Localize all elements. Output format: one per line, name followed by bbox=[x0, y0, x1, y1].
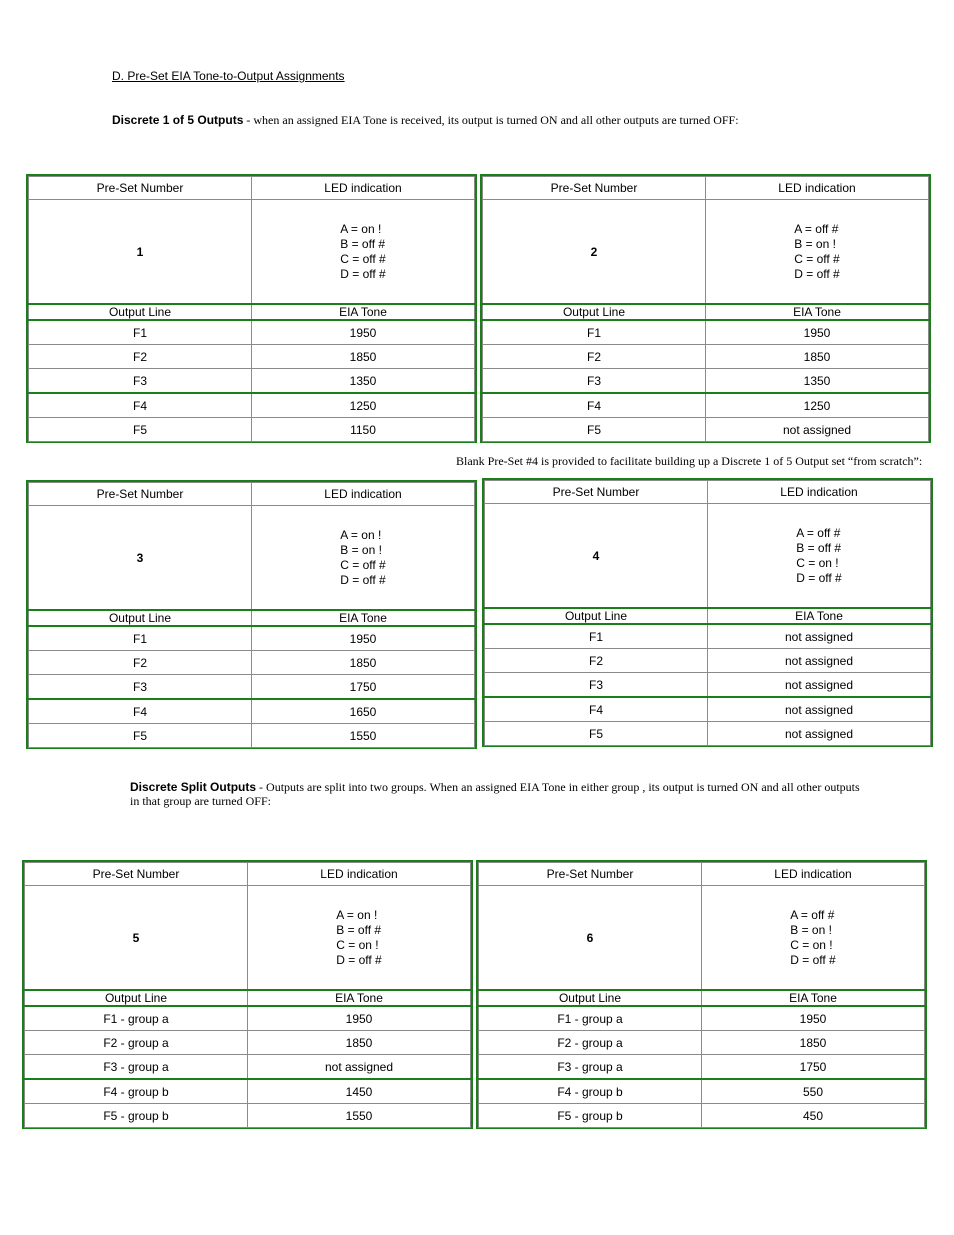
eia-tone: 1350 bbox=[252, 369, 475, 394]
led-indication-header: LED indication bbox=[708, 481, 931, 504]
led-indication bbox=[252, 200, 475, 305]
output-line: F5 bbox=[29, 724, 252, 748]
output-line: F2 bbox=[29, 345, 252, 369]
led-list bbox=[340, 528, 385, 588]
led-indication-header: LED indication bbox=[248, 863, 471, 886]
preset-number: 1 bbox=[29, 200, 252, 305]
preset-number-header: Pre-Set Number bbox=[25, 863, 248, 886]
preset-table bbox=[28, 176, 475, 442]
led-item: B = off # bbox=[336, 922, 382, 937]
table-row bbox=[25, 1055, 471, 1080]
output-line: F3 bbox=[483, 369, 706, 394]
eia-tone: 1850 bbox=[706, 345, 929, 369]
led-list bbox=[790, 908, 835, 968]
output-line: F1 bbox=[29, 626, 252, 651]
table-row bbox=[29, 626, 475, 651]
eia-tone: not assigned bbox=[708, 673, 931, 698]
output-line: F5 bbox=[29, 418, 252, 442]
preset-number-header: Pre-Set Number bbox=[485, 481, 708, 504]
blank-preset-note: Blank Pre-Set #4 is provided to facilitate building up a Discrete 1 of 5 Output set “from scratch”: bbox=[456, 454, 923, 468]
eia-tone: 1850 bbox=[252, 345, 475, 369]
output-line-header: Output Line bbox=[25, 990, 248, 1006]
led-indication bbox=[706, 200, 929, 305]
output-line-header: Output Line bbox=[485, 608, 708, 624]
output-line: F5 - group b bbox=[479, 1104, 702, 1128]
output-line: F3 bbox=[485, 673, 708, 698]
eia-tone: 1850 bbox=[702, 1031, 925, 1055]
table-row bbox=[25, 1104, 471, 1128]
led-indication-header: LED indication bbox=[252, 483, 475, 506]
led-indication-header: LED indication bbox=[252, 177, 475, 200]
led-item: C = on ! bbox=[336, 937, 379, 952]
output-line: F3 bbox=[29, 369, 252, 394]
table-row bbox=[485, 697, 931, 722]
led-item: B = on ! bbox=[790, 922, 832, 937]
preset-number-header: Pre-Set Number bbox=[483, 177, 706, 200]
led-item: B = off # bbox=[340, 236, 386, 251]
led-item: B = off # bbox=[796, 540, 842, 555]
eia-tone: not assigned bbox=[708, 697, 931, 722]
eia-tone-header: EIA Tone bbox=[252, 610, 475, 626]
led-item: D = off # bbox=[336, 952, 382, 967]
led-item: C = on ! bbox=[796, 555, 839, 570]
eia-tone: 1350 bbox=[706, 369, 929, 394]
table-row bbox=[485, 673, 931, 698]
led-indication bbox=[708, 504, 931, 609]
eia-tone: 1650 bbox=[252, 699, 475, 724]
eia-tone-header: EIA Tone bbox=[706, 304, 929, 320]
led-item: A = on ! bbox=[336, 907, 378, 922]
output-line: F1 bbox=[485, 624, 708, 649]
led-item: D = off # bbox=[796, 570, 842, 585]
preset-number: 6 bbox=[479, 886, 702, 991]
eia-tone: 1450 bbox=[248, 1079, 471, 1104]
preset-table bbox=[28, 482, 475, 748]
led-list bbox=[796, 526, 841, 586]
led-indication bbox=[248, 886, 471, 991]
table-row bbox=[29, 724, 475, 748]
eia-tone: 1550 bbox=[248, 1104, 471, 1128]
section-heading: D. Pre-Set EIA Tone-to-Output Assignments bbox=[112, 69, 345, 83]
led-indication bbox=[252, 506, 475, 611]
discrete-title: Discrete 1 of 5 Outputs bbox=[112, 113, 244, 127]
output-line: F1 - group a bbox=[479, 1006, 702, 1031]
preset-table-4 bbox=[482, 478, 933, 747]
eia-tone: 550 bbox=[702, 1079, 925, 1104]
eia-tone: 1250 bbox=[706, 393, 929, 418]
led-list bbox=[340, 222, 385, 282]
output-line-header: Output Line bbox=[479, 990, 702, 1006]
table-row bbox=[485, 624, 931, 649]
eia-tone: 1950 bbox=[252, 626, 475, 651]
led-item: A = off # bbox=[794, 221, 839, 236]
led-item: B = on ! bbox=[794, 236, 836, 251]
eia-tone: 1750 bbox=[702, 1055, 925, 1080]
eia-tone: 1950 bbox=[706, 320, 929, 345]
output-line: F5 bbox=[485, 722, 708, 746]
output-line: F3 - group a bbox=[25, 1055, 248, 1080]
eia-tone: not assigned bbox=[248, 1055, 471, 1080]
led-indication-header: LED indication bbox=[702, 863, 925, 886]
led-item: D = off # bbox=[790, 952, 836, 967]
table-row bbox=[29, 393, 475, 418]
table-row bbox=[25, 1031, 471, 1055]
output-line: F4 - group b bbox=[479, 1079, 702, 1104]
preset-table-3 bbox=[26, 480, 477, 749]
eia-tone: 1550 bbox=[252, 724, 475, 748]
table-row bbox=[29, 675, 475, 700]
eia-tone: 1850 bbox=[248, 1031, 471, 1055]
table-row bbox=[483, 345, 929, 369]
eia-tone-header: EIA Tone bbox=[252, 304, 475, 320]
led-list bbox=[336, 908, 381, 968]
output-line: F5 - group b bbox=[25, 1104, 248, 1128]
led-item: A = off # bbox=[796, 525, 841, 540]
led-item: C = off # bbox=[794, 251, 840, 266]
led-item: C = off # bbox=[340, 251, 386, 266]
eia-tone: 1750 bbox=[252, 675, 475, 700]
table-row bbox=[29, 345, 475, 369]
preset-number-header: Pre-Set Number bbox=[29, 177, 252, 200]
eia-tone: 1150 bbox=[252, 418, 475, 442]
led-indication-header: LED indication bbox=[706, 177, 929, 200]
split-title: Discrete Split Outputs bbox=[130, 780, 257, 794]
table-row bbox=[485, 649, 931, 673]
output-line: F5 bbox=[483, 418, 706, 442]
output-line: F1 bbox=[483, 320, 706, 345]
output-line: F2 bbox=[29, 651, 252, 675]
preset-number: 3 bbox=[29, 506, 252, 611]
led-item: D = off # bbox=[794, 266, 840, 281]
led-item: C = off # bbox=[340, 557, 386, 572]
table-row bbox=[483, 393, 929, 418]
led-item: A = on ! bbox=[340, 527, 382, 542]
eia-tone: 450 bbox=[702, 1104, 925, 1128]
output-line: F4 bbox=[29, 699, 252, 724]
output-line: F4 - group b bbox=[25, 1079, 248, 1104]
eia-tone-header: EIA Tone bbox=[702, 990, 925, 1006]
eia-tone-header: EIA Tone bbox=[248, 990, 471, 1006]
output-line-header: Output Line bbox=[483, 304, 706, 320]
output-line: F4 bbox=[29, 393, 252, 418]
preset-table-1 bbox=[26, 174, 477, 443]
eia-tone: 1950 bbox=[252, 320, 475, 345]
led-item: A = off # bbox=[790, 907, 835, 922]
output-line-header: Output Line bbox=[29, 304, 252, 320]
output-line: F3 - group a bbox=[479, 1055, 702, 1080]
table-row bbox=[29, 418, 475, 442]
table-row bbox=[483, 320, 929, 345]
table-row bbox=[29, 651, 475, 675]
preset-table bbox=[482, 176, 929, 442]
output-line: F4 bbox=[485, 697, 708, 722]
split-paragraph bbox=[130, 780, 870, 808]
output-line: F2 bbox=[485, 649, 708, 673]
eia-tone: 1850 bbox=[252, 651, 475, 675]
table-row bbox=[29, 699, 475, 724]
table-row bbox=[479, 1104, 925, 1128]
eia-tone: 1950 bbox=[702, 1006, 925, 1031]
led-item: D = off # bbox=[340, 572, 386, 587]
preset-number: 2 bbox=[483, 200, 706, 305]
table-row bbox=[25, 1079, 471, 1104]
preset-number: 4 bbox=[485, 504, 708, 609]
led-list bbox=[794, 222, 839, 282]
preset-table-6 bbox=[476, 860, 927, 1129]
eia-tone: not assigned bbox=[706, 418, 929, 442]
table-row bbox=[485, 722, 931, 746]
led-indication bbox=[702, 886, 925, 991]
eia-tone: not assigned bbox=[708, 624, 931, 649]
eia-tone-header: EIA Tone bbox=[708, 608, 931, 624]
table-row bbox=[25, 1006, 471, 1031]
output-line: F1 bbox=[29, 320, 252, 345]
table-row bbox=[479, 1079, 925, 1104]
output-line: F4 bbox=[483, 393, 706, 418]
preset-table-2 bbox=[480, 174, 931, 443]
table-row bbox=[479, 1031, 925, 1055]
led-item: C = on ! bbox=[790, 937, 833, 952]
eia-tone: not assigned bbox=[708, 722, 931, 746]
table-row bbox=[479, 1006, 925, 1031]
eia-tone: 1950 bbox=[248, 1006, 471, 1031]
discrete-text: - when an assigned EIA Tone is received, its output is turned ON and all other outputs are turned OFF: bbox=[243, 113, 739, 127]
output-line: F1 - group a bbox=[25, 1006, 248, 1031]
table-row bbox=[29, 369, 475, 394]
eia-tone: 1250 bbox=[252, 393, 475, 418]
output-line: F2 - group a bbox=[479, 1031, 702, 1055]
eia-tone: not assigned bbox=[708, 649, 931, 673]
led-item: D = off # bbox=[340, 266, 386, 281]
discrete-paragraph bbox=[112, 113, 912, 127]
output-line-header: Output Line bbox=[29, 610, 252, 626]
table-row bbox=[479, 1055, 925, 1080]
output-line: F2 bbox=[483, 345, 706, 369]
output-line: F3 bbox=[29, 675, 252, 700]
split-text: - Outputs are split into two groups. When an assigned EIA Tone in either group , its output is turned ON and all other outputs in that group are turned OFF: bbox=[130, 780, 860, 808]
table-row bbox=[483, 369, 929, 394]
output-line: F2 - group a bbox=[25, 1031, 248, 1055]
preset-number-header: Pre-Set Number bbox=[29, 483, 252, 506]
preset-number-header: Pre-Set Number bbox=[479, 863, 702, 886]
preset-number: 5 bbox=[25, 886, 248, 991]
led-item: A = on ! bbox=[340, 221, 382, 236]
table-row bbox=[483, 418, 929, 442]
preset-table bbox=[24, 862, 471, 1128]
preset-table-5 bbox=[22, 860, 473, 1129]
led-item: B = on ! bbox=[340, 542, 382, 557]
preset-table bbox=[484, 480, 931, 746]
preset-table bbox=[478, 862, 925, 1128]
table-row bbox=[29, 320, 475, 345]
